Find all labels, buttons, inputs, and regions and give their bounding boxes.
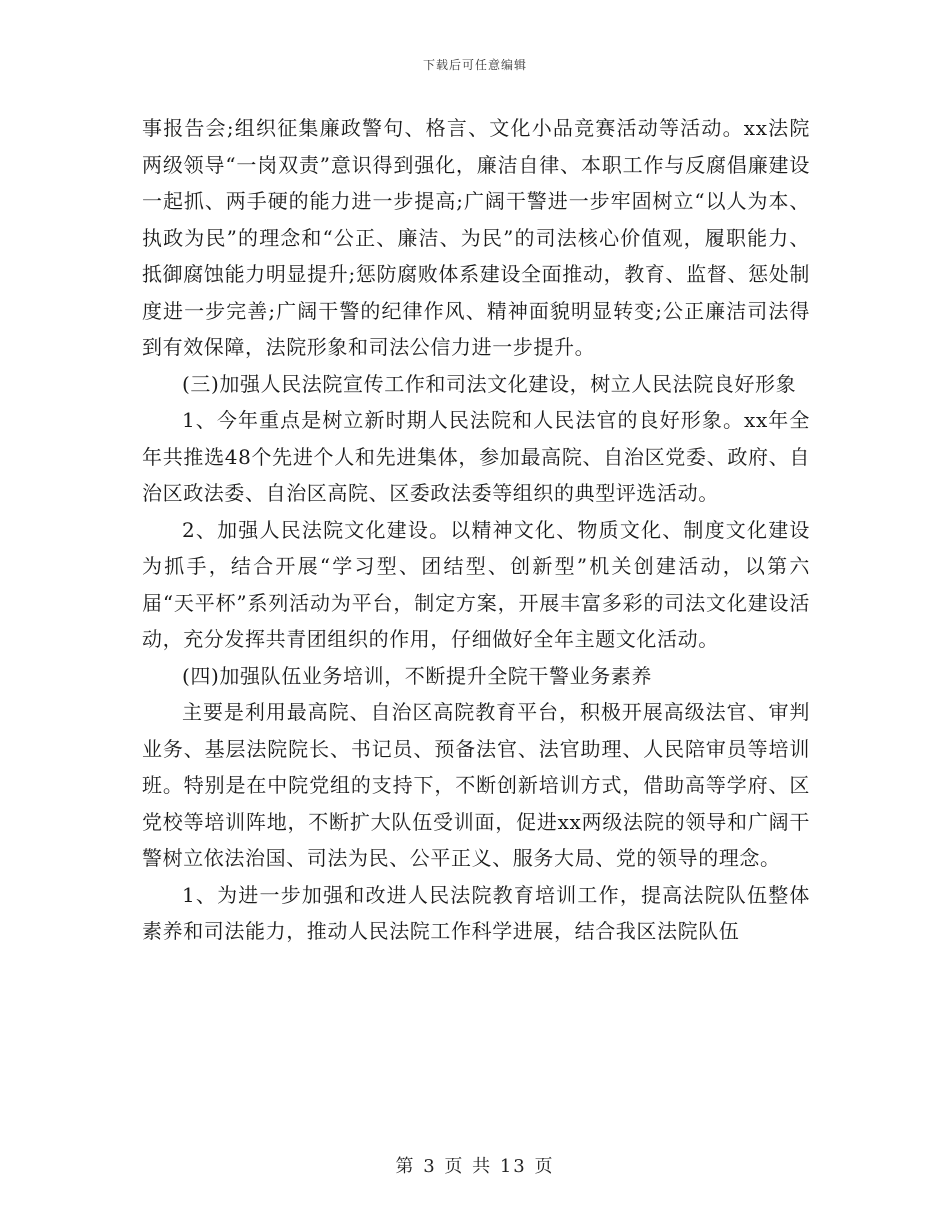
paragraph-item-1b: 1、为进一步加强和改进人民法院教育培训工作，提高法院队伍整体素养和司法能力，推动人民法院工作科学进展，结合我区法院队伍 <box>142 882 810 943</box>
document-body <box>142 110 810 950</box>
page-header: 下载后可任意编辑 <box>422 58 527 72</box>
section-heading-4: (四)加强队伍业务培训，不断提升全院干警业务素养 <box>182 663 653 688</box>
paragraph-item-2: 2、加强人民法院文化建设。以精神文化、物质文化、制度文化建设为抓手，结合开展“学习型、团结型、创新型”机关创建活动，以第六届“天平杯”系列活动为平台，制定方案，开展丰富多彩的司法文化建设活动，充分发挥共青团组织的作用，仔细做好全年主题文化活动。 <box>142 517 810 651</box>
section-heading-3: (三)加强人民法院宣传工作和司法文化建设，树立人民法院良好形象 <box>182 371 797 396</box>
paragraph-continuation: 事报告会;组织征集廉政警句、格言、文化小品竞赛活动等活动。xx法院两级领导“一岗双责”意识得到强化，廉洁自律、本职工作与反腐倡廉建设一起抓、两手硬的能力进一步提高;广阔干警进一步牢固树立“以人为本、执政为民”的理念和“公正、廉洁、为民”的司法核心价值观，履职能力、抵御腐蚀能力明显提升;惩防腐败体系建设全面推动，教育、监督、惩处制度进一步完善;广阔干警的纪律作风、精神面貌明显转变;公正廉洁司法得到有效保障，法院形象和司法公信力进一步提升。 <box>142 116 810 359</box>
page-number: 第 3 页 共 13 页 <box>395 1156 555 1177</box>
paragraph-item-1: 1、今年重点是树立新时期人民法院和人民法官的良好形象。xx年全年共推选48个先进个人和先进集体，参加最高院、自治区党委、政府、自治区政法委、自治区高院、区委政法委等组织的典型评选活动。 <box>142 408 810 505</box>
paragraph-main: 主要是利用最高院、自治区高院教育平台，积极开展高级法官、审判业务、基层法院院长、书记员、预备法官、法官助理、人民陪审员等培训班。特别是在中院党组的支持下，不断创新培训方式，借助高等学府、区党校等培训阵地，不断扩大队伍受训面，促进xx两级法院的领导和广阔干警树立依法治国、司法为民、公平正义、服务大局、党的领导的理念。 <box>142 700 810 870</box>
